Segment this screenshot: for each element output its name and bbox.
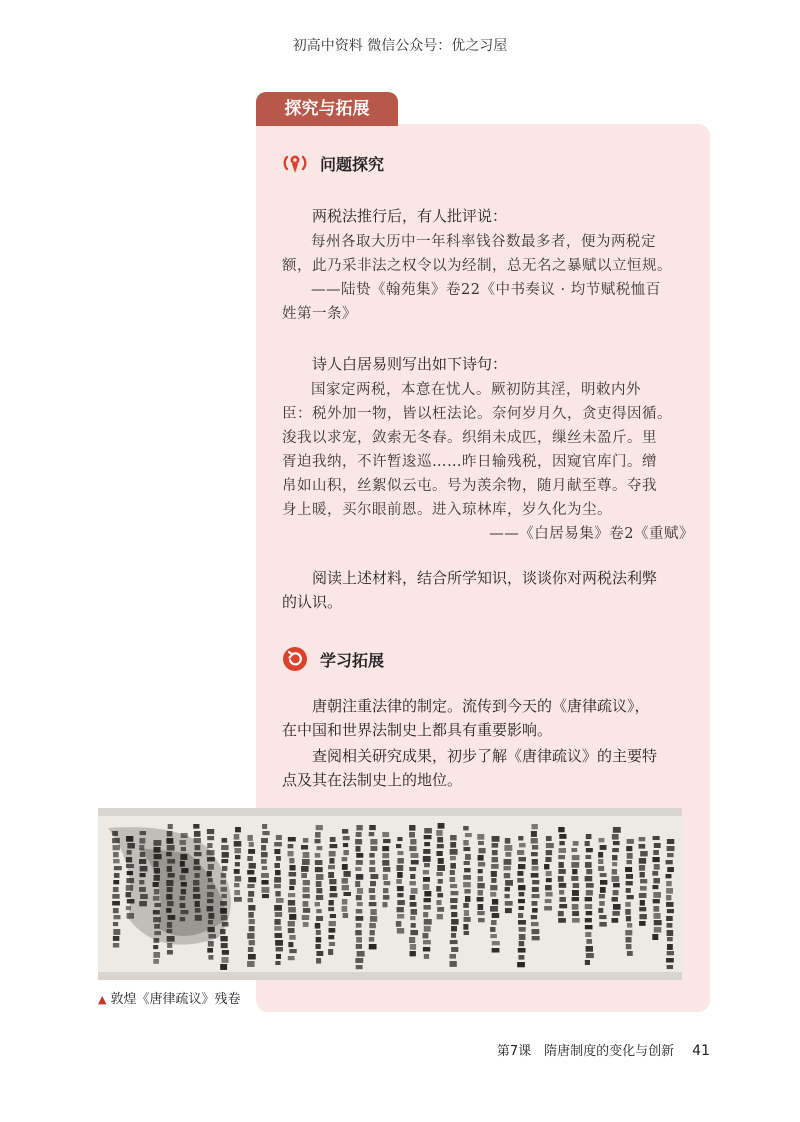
page-footer xyxy=(497,1040,710,1059)
inquiry-heading-text: 问题探究 xyxy=(320,154,385,174)
extension-heading-text: 学习拓展 xyxy=(320,650,385,670)
poem-line-4: 胥迫我纳，不许暂逡巡……昨日输残税，因窥官库门。缯 xyxy=(282,454,657,470)
source-2: ——《白居易集》卷2《重赋》 xyxy=(489,526,694,542)
section-title: 探究与拓展 xyxy=(256,92,398,126)
extension-paragraph-2 xyxy=(282,744,694,792)
triangle-marker-icon: ▲ xyxy=(98,993,107,1006)
manuscript-image xyxy=(98,808,682,980)
inquiry-task-line-2: 的认识。 xyxy=(282,593,343,611)
poem-line-5: 帛如山积，丝絮似云屯。号为羡余物，随月献至尊。夺我 xyxy=(282,478,657,494)
poem-line-1: 国家定两税，本意在忧人。厥初防其淫，明敕内外 xyxy=(311,382,641,398)
manuscript-scroll-illustration xyxy=(98,808,682,980)
poem-line-6: 身上暖，买尔眼前恩。进入琼林库，岁久化为尘。 xyxy=(282,502,612,518)
inquiry-task xyxy=(282,566,694,614)
quote-1 xyxy=(282,230,694,326)
extension-p1-line-2: 在中国和世界法制史上都具有重要影响。 xyxy=(282,721,553,739)
extension-paragraph-1 xyxy=(282,694,694,742)
quote-1-line-1: 每州各取大历中一年科率钱谷数最多者，便为两税定 xyxy=(311,234,656,250)
source-1-line-1: ——陆贽《翰苑集》卷22《中书奏议 · 均节赋税恤百 xyxy=(311,282,661,298)
inquiry-intro-2: 诗人白居易则写出如下诗句： xyxy=(312,355,508,373)
extension-p2-line-1: 查阅相关研究成果，初步了解《唐律疏议》的主要特 xyxy=(312,747,658,765)
extension-p2-line-2: 点及其在法制史上的地位。 xyxy=(282,771,463,789)
inquiry-task-line-1: 阅读上述材料，结合所学知识，谈谈你对两税法利弊 xyxy=(312,569,658,587)
poem-line-3: 浚我以求宠，敛索无冬春。织绢未成匹，缫丝未盈斤。里 xyxy=(282,430,657,446)
extension-p1-line-1: 唐朝注重法律的制定。流传到今天的《唐律疏议》， xyxy=(312,697,650,715)
page-number: 41 xyxy=(692,1043,710,1059)
poem-line-2: 臣：税外加一物，皆以枉法论。奈何岁月久，贪吏得因循。 xyxy=(282,406,672,422)
refresh-circle-icon xyxy=(282,646,308,672)
inquiry-intro-1: 两税法推行后，有人批评说： xyxy=(312,207,508,225)
quote-1-line-2: 额，此乃采非法之权令以为经制，总无名之暴赋以立恒规。 xyxy=(282,258,672,274)
source-1-line-2: 姓第一条》 xyxy=(282,306,357,322)
image-caption-text: 敦煌《唐律疏议》残卷 xyxy=(110,992,241,1007)
extension-heading xyxy=(282,646,384,672)
pin-signal-icon xyxy=(282,150,308,176)
header-note: 初高中资料 微信公众号：优之习屋 xyxy=(292,38,508,54)
image-caption xyxy=(98,988,240,1007)
inquiry-heading xyxy=(282,150,384,176)
poem xyxy=(282,378,694,546)
footer-lesson: 第7课 隋唐制度的变化与创新 xyxy=(496,1044,675,1059)
